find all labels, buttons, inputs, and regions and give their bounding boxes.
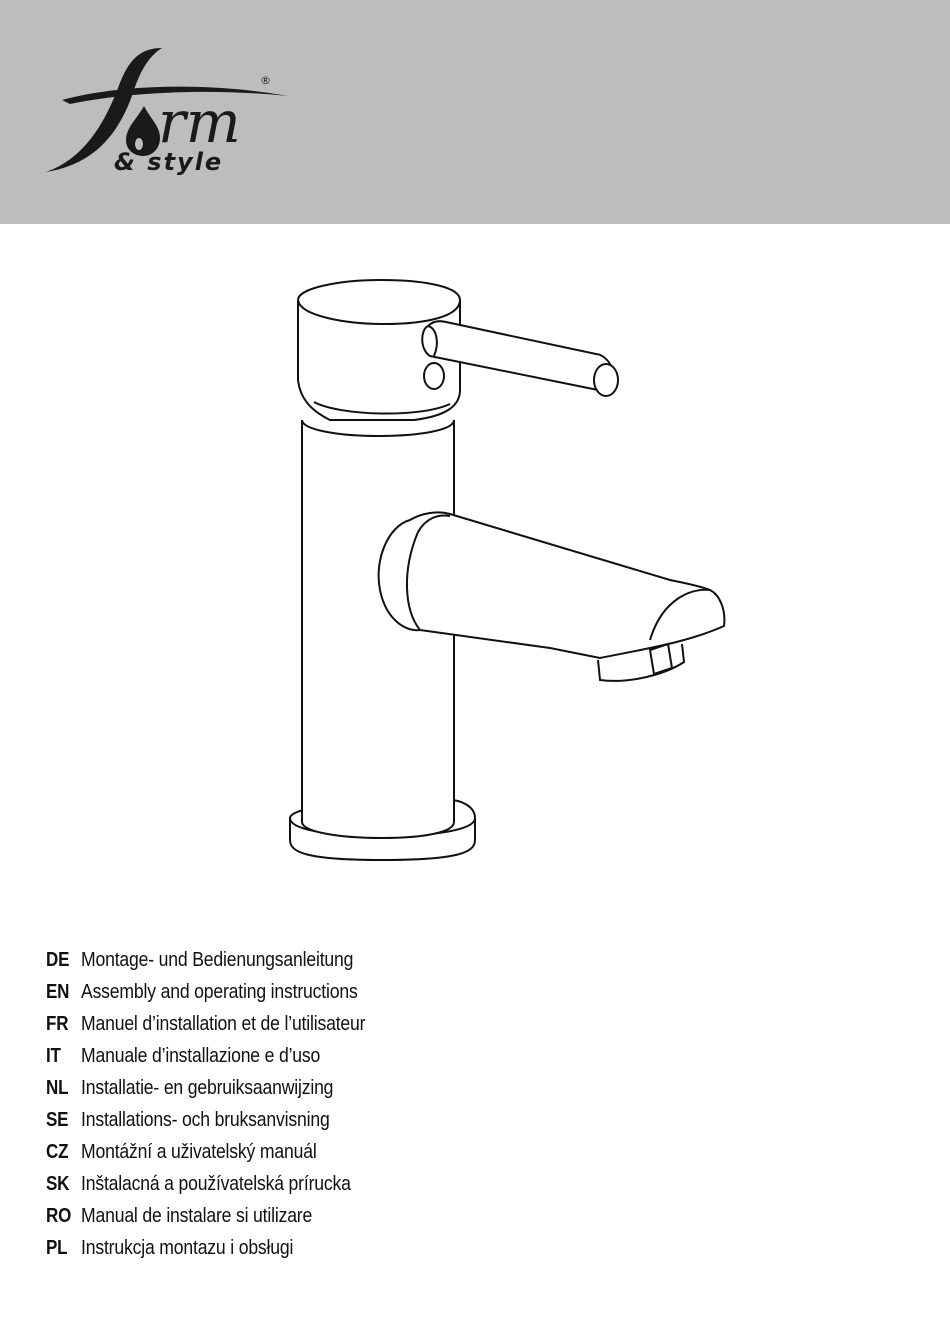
language-code: SK bbox=[46, 1172, 70, 1195]
language-code: NL bbox=[46, 1076, 69, 1099]
language-title: Manuale d’installazione e d’uso bbox=[81, 1044, 321, 1067]
language-code: RO bbox=[46, 1204, 72, 1227]
language-row-it bbox=[46, 1040, 404, 1072]
language-code: SE bbox=[46, 1108, 69, 1131]
language-title: Manuel d’installation et de l’utilisateur bbox=[81, 1012, 366, 1035]
language-title: Installations- och bruksanvisning bbox=[81, 1108, 330, 1131]
language-title: Assembly and operating instructions bbox=[81, 980, 358, 1003]
language-code: DE bbox=[46, 948, 70, 971]
language-row-se bbox=[46, 1104, 404, 1136]
language-title: Montage- und Bedienungsanleitung bbox=[81, 948, 354, 971]
language-row-de bbox=[46, 944, 404, 976]
header-band bbox=[0, 0, 950, 224]
language-code: FR bbox=[46, 1012, 69, 1035]
language-title: Inštalacná a používatelská prírucka bbox=[81, 1172, 351, 1195]
language-code: IT bbox=[46, 1044, 61, 1067]
form-and-style-logo bbox=[40, 40, 290, 180]
language-code: PL bbox=[46, 1236, 68, 1259]
language-code: EN bbox=[46, 980, 70, 1003]
language-title: Installatie- en gebruiksaanwijzing bbox=[81, 1076, 334, 1099]
registered-mark: ® bbox=[260, 74, 271, 87]
faucet-illustration-icon bbox=[270, 270, 740, 870]
language-row-sk bbox=[46, 1168, 404, 1200]
language-title: Instrukcja montazu i obsługi bbox=[81, 1236, 294, 1259]
language-code: CZ bbox=[46, 1140, 69, 1163]
svg-text:rm: rm bbox=[158, 88, 241, 156]
language-row-cz bbox=[46, 1136, 404, 1168]
language-row-ro bbox=[46, 1200, 404, 1232]
language-list bbox=[46, 944, 404, 1264]
language-row-nl bbox=[46, 1072, 404, 1104]
language-row-en bbox=[46, 976, 404, 1008]
language-title: Montážní a uživatelský manuál bbox=[81, 1140, 317, 1163]
language-title: Manual de instalare si utilizare bbox=[81, 1204, 313, 1227]
logo-sub-text: & style bbox=[114, 148, 224, 176]
language-row-fr bbox=[46, 1008, 404, 1040]
language-row-pl bbox=[46, 1232, 404, 1264]
